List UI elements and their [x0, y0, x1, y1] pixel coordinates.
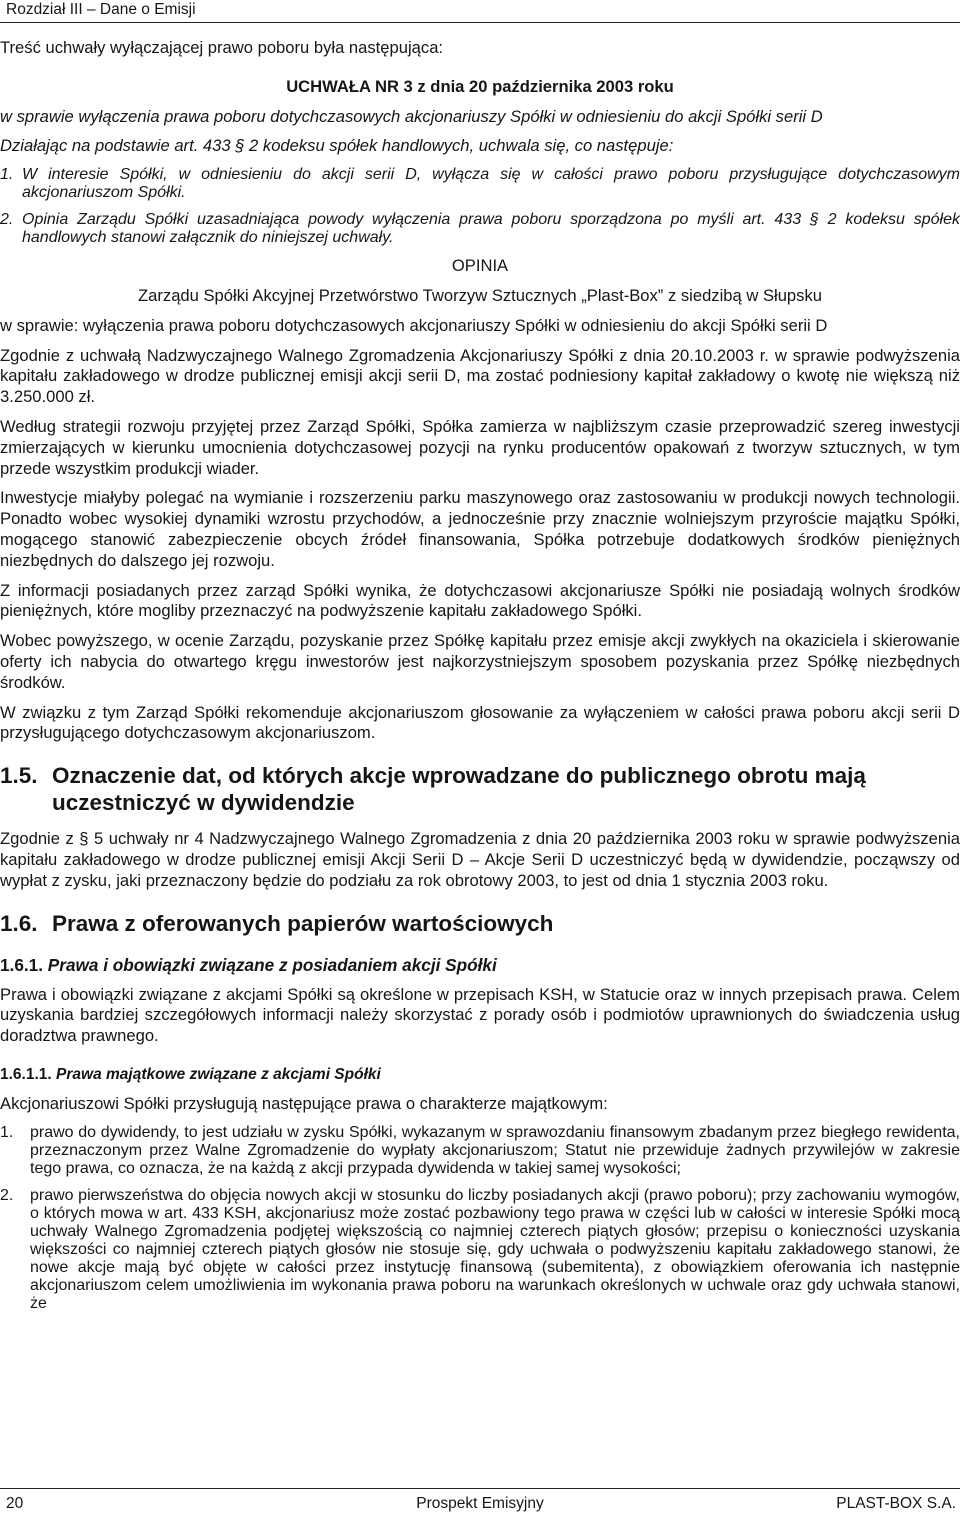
point-text: W interesie Spółki, w odniesieniu do akcji serii D, wyłącza się w całości prawo poboru przysługujące dotychczasowym akcjonariuszom Spółki. [22, 166, 960, 202]
opinion-paragraph: W związku z tym Zarząd Spółki rekomenduje akcjonariuszom głosowanie za wyłączeniem w całości prawa poboru akcji serii D przysługującego dotychczasowym akcjonariuszom. [0, 702, 960, 743]
section-1-6-1-heading [0, 955, 960, 976]
section-title: Prawa majątkowe związane z akcjami Spółki [56, 1065, 381, 1083]
section-title: Prawa z oferowanych papierów wartościowych [52, 910, 554, 936]
section-number: 1.6.1.1. [0, 1065, 52, 1083]
point-number: 2. [0, 211, 14, 229]
page-header [0, 0, 960, 23]
running-title: Rozdział III – Dane o Emisji [6, 1, 196, 18]
section-1-5-text: Zgodnie z § 5 uchwały nr 4 Nadzwyczajnego Walnego Zgromadzenia z dnia 20 października 2003 roku w sprawie podwyższenia kapitału zakładowego w drodze publicznej emisji Akcji Serii D – Akcje Serii D uczestniczyć będą w dywidendzie, począwszy od wypłat z zysku, jaki przeznaczony będzie do podziału za rok obrotowy 2003, to jest od dnia 1 stycznia 2003 roku. [0, 829, 960, 890]
resolution-point-2 [0, 211, 960, 247]
rights-item-1 [0, 1124, 960, 1178]
item-text: prawo pierwszeństwa do objęcia nowych akcji w stosunku do liczby posiadanych akcji (prawo poboru); przy zachowaniu wymogów, o których mowa w art. 433 KSH, akcjonariusz może zostać pozbawiony tego prawa w części lub w całości w interesie Spółki mocą uchwały Walnego Zgromadzenia podjętej większością co najmniej czterech piątych głosów; przepisu o konieczności uzyskania większości co najmniej czterech piątych głosów nie stosuje się, gdy uchwała o podwyższeniu kapitału zakładowego stanowi, że nowe akcje mają być objęte w całości przez instytucję finansową (subemitenta), z obowiązkiem oferowania ich następnie akcjonariuszom celem umożliwienia im wykonania prawa poboru na warunkach określonych w uchwale oraz gdy uchwała stanowi, że [30, 1186, 960, 1312]
point-number: 1. [0, 166, 14, 184]
item-text: prawo do dywidendy, to jest udziału w zysku Spółki, wykazanym w sprawozdaniu finansowym zbadanym przez biegłego rewidenta, przeznaczonym przez Walne Zgromadzenie do wypłaty akcjonariuszom; Statut nie przewiduje żadnych przywilejów w zakresie tego prawa, co oznacza, że na każdą z akcji przypada dywidenda w takiej samej wysokości; [30, 1123, 960, 1177]
opinion-paragraph: Według strategii rozwoju przyjętej przez Zarząd Spółki, Spółka zamierza w najbliższym czasie przeprowadzić szereg inwestycji zmierzających w kierunku umocnienia dotychczasowej pozycji na rynku producentów opakowań z tworzyw sztucznych, w tym przede wszystkim produkcji wiader. [0, 416, 960, 478]
opinion-title: OPINIA [451, 256, 509, 276]
intro-text: Treść uchwały wyłączającej prawo poboru była następująca: [0, 38, 444, 57]
opinion-paragraph: Inwestycje miałyby polegać na wymianie i rozszerzeniu parku maszynowego oraz zastosowaniu w produkcji nowych technologii. Ponadto wobec wysokiej dynamiki wzrostu przychodów, a jednocześnie przy znacznie wolniejszym przyroście majątku Spółki, mogącego stanowić zabezpieczenie obcych źródeł finansowania, Spółka potrzebuje dodatkowych środków pieniężnych niezbędnych do dalszego jej rozwoju. [0, 488, 960, 570]
opinion-paragraph: Wobec powyższego, w ocenie Zarządu, pozyskanie przez Spółkę kapitału przez emisje akcji zwykłych na okaziciela i skierowanie oferty ich nabycia do otwartego kręgu inwestorów jest najkorzystniejszym sposobem pozyskania przez Spółkę niezbędnych środków. [0, 631, 960, 692]
section-title: Oznaczenie dat, od których akcje wprowadzane do publicznego obrotu mają uczestniczyć w dywidendzie [52, 763, 866, 816]
opinion-paragraph: Z informacji posiadanych przez zarząd Spółki wynika, że dotychczasowi akcjonariusze Spółki nie posiadają wolnych środków pieniężnych, które mogliby przeznaczyć na podwyższenie kapitału zakładowego Spółki. [0, 580, 960, 621]
point-text: Opinia Zarządu Spółki uzasadniająca powody wyłączenia prawa poboru sporządzona po myśli art. 433 § 2 kodeksu spółek handlowych stanowi załącznik do niniejszej uchwały. [22, 211, 960, 247]
section-1-6-1-text: Prawa i obowiązki związane z akcjami Spółki są określone w przepisach KSH, w Statucie oraz w innych przepisach prawa. Celem uzyskania bardziej szczegółowych informacji należy skorzystać z porady osób i podmiotów uprawnionych do świadczenia usług doradztwa prawnego. [0, 984, 960, 1046]
section-title: Prawa i obowiązki związane z posiadaniem akcji Spółki [47, 954, 497, 975]
footer-doc-title: Prospekt Emisyjny [416, 1495, 544, 1512]
section-1-5-heading [0, 762, 960, 816]
resolution-preamble: Działając na podstawie art. 433 § 2 kodeksu spółek handlowych, uchwala się, co następuje: [0, 136, 674, 156]
page-footer [0, 1488, 960, 1516]
section-1-6-1-1-heading [0, 1065, 960, 1085]
section-1-6-heading [0, 910, 960, 937]
section-number: 1.5. [0, 763, 38, 789]
section-number: 1.6.1. [0, 954, 44, 975]
opinion-issuer: Zarządu Spółki Akcyjnej Przetwórstwo Tworzyw Sztucznych „Plast-Box” z siedzibą w Słupsku [138, 285, 822, 305]
page-number: 20 [6, 1495, 24, 1512]
item-number: 1. [0, 1123, 14, 1141]
item-number: 2. [0, 1186, 14, 1204]
rights-item-2 [0, 1187, 960, 1313]
resolution-point-1 [0, 166, 960, 202]
section-1-6-1-1-intro: Akcjonariuszowi Spółki przysługują następujące prawa o charakterze majątkowym: [0, 1093, 608, 1113]
section-number: 1.6. [0, 910, 38, 936]
footer-company: PLAST-BOX S.A. [836, 1495, 956, 1512]
page-content [0, 38, 960, 1313]
opinion-subject: w sprawie: wyłączenia prawa poboru dotychczasowych akcjonariuszy Spółki w odniesieniu do akcji Spółki serii D [0, 315, 828, 335]
resolution-subject: w sprawie wyłączenia prawa poboru dotychczasowych akcjonariuszy Spółki w odniesieniu do akcji Spółki serii D [0, 106, 823, 126]
resolution-title: UCHWAŁA NR 3 z dnia 20 października 2003 roku [286, 76, 674, 96]
opinion-paragraph: Zgodnie z uchwałą Nadzwyczajnego Walnego Zgromadzenia Akcjonariuszy Spółki z dnia 20.10.2003 r. w sprawie podwyższenia kapitału zakładowego w drodze publicznej emisji akcji serii D, ma zostać podniesiony kapitał zakładowy o kwotę nie większą niż 3.250.000 zł. [0, 345, 960, 407]
